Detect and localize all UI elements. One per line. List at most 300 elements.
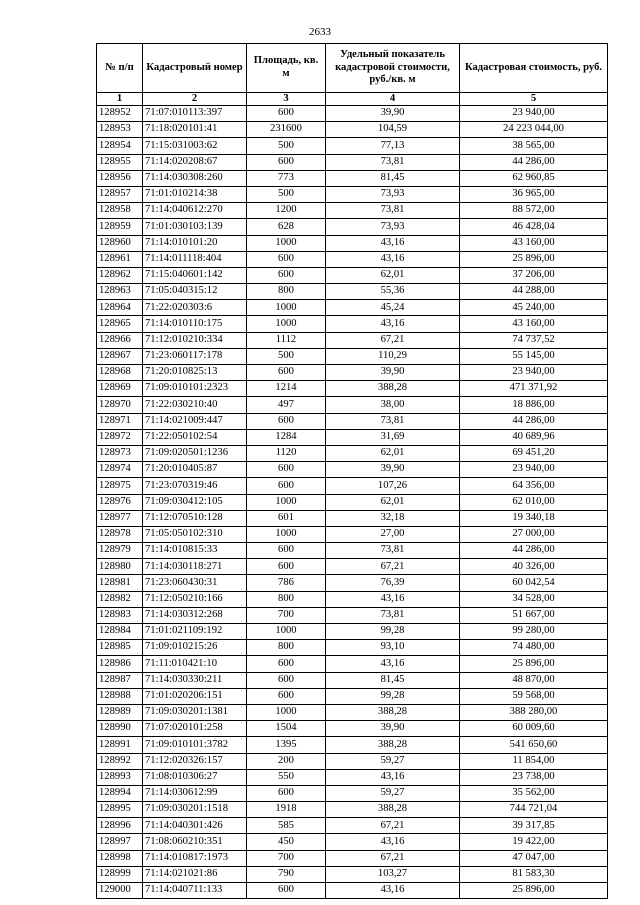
cadastral-number: 71:12:010210:334	[143, 332, 247, 348]
cadastral-number: 71:14:030612:99	[143, 785, 247, 801]
cadastral-number: 71:23:070319:46	[143, 478, 247, 494]
unit-rate-value: 32,18	[326, 510, 460, 526]
area-value: 790	[247, 866, 326, 882]
area-value: 585	[247, 818, 326, 834]
area-value: 600	[247, 462, 326, 478]
area-value: 450	[247, 834, 326, 850]
area-value: 800	[247, 284, 326, 300]
column-index-2: 2	[143, 93, 247, 106]
table-row	[97, 607, 608, 623]
cadastral-value: 388 280,00	[460, 704, 608, 720]
unit-rate-value: 39,90	[326, 106, 460, 122]
area-value: 1200	[247, 203, 326, 219]
row-number: 128956	[97, 170, 143, 186]
cadastral-number: 71:14:040711:133	[143, 883, 247, 899]
unit-rate-value: 73,81	[326, 607, 460, 623]
cadastral-value: 18 886,00	[460, 397, 608, 413]
page-number: 2633	[309, 26, 331, 38]
header-number: № п/п	[97, 44, 143, 93]
area-value: 1120	[247, 445, 326, 461]
unit-rate-value: 76,39	[326, 575, 460, 591]
table-row	[97, 526, 608, 542]
cadastral-value: 44 286,00	[460, 543, 608, 559]
unit-rate-value: 39,90	[326, 721, 460, 737]
unit-rate-value: 39,90	[326, 365, 460, 381]
area-value: 800	[247, 640, 326, 656]
table-row	[97, 138, 608, 154]
cadastral-number: 71:05:040315:12	[143, 284, 247, 300]
row-number: 128990	[97, 721, 143, 737]
table-row	[97, 704, 608, 720]
cadastral-number: 71:14:010817:1973	[143, 850, 247, 866]
row-number: 128967	[97, 348, 143, 364]
cadastral-value: 25 896,00	[460, 883, 608, 899]
unit-rate-value: 73,81	[326, 203, 460, 219]
area-value: 497	[247, 397, 326, 413]
area-value: 700	[247, 850, 326, 866]
unit-rate-value: 81,45	[326, 672, 460, 688]
unit-rate-value: 43,16	[326, 834, 460, 850]
row-number: 128999	[97, 866, 143, 882]
unit-rate-value: 73,93	[326, 186, 460, 202]
unit-rate-value: 73,93	[326, 219, 460, 235]
cadastral-number: 71:14:021009:447	[143, 413, 247, 429]
unit-rate-value: 107,26	[326, 478, 460, 494]
unit-rate-value: 59,27	[326, 785, 460, 801]
cadastral-value: 34 528,00	[460, 591, 608, 607]
cadastral-value: 74 480,00	[460, 640, 608, 656]
header-unit-rate: Удельный показатель кадастровой стоимости, руб./кв. м	[326, 44, 460, 93]
cadastral-number: 71:14:030118:271	[143, 559, 247, 575]
table-row	[97, 316, 608, 332]
cadastral-value: 60 009,60	[460, 721, 608, 737]
row-number: 128971	[97, 413, 143, 429]
unit-rate-value: 55,36	[326, 284, 460, 300]
row-number: 128992	[97, 753, 143, 769]
cadastral-number: 71:20:010405:87	[143, 462, 247, 478]
row-number: 128994	[97, 785, 143, 801]
table-header	[97, 44, 608, 106]
cadastral-number: 71:22:050102:54	[143, 429, 247, 445]
row-number: 128996	[97, 818, 143, 834]
row-number: 128997	[97, 834, 143, 850]
area-value: 600	[247, 688, 326, 704]
area-value: 600	[247, 883, 326, 899]
unit-rate-value: 388,28	[326, 381, 460, 397]
row-number: 128977	[97, 510, 143, 526]
cadastral-value: 23 940,00	[460, 365, 608, 381]
row-number: 128958	[97, 203, 143, 219]
cadastral-number: 71:14:040301:426	[143, 818, 247, 834]
cadastral-value: 43 160,00	[460, 235, 608, 251]
cadastral-number: 71:22:020303:6	[143, 300, 247, 316]
cadastral-value: 38 565,00	[460, 138, 608, 154]
cadastral-number: 71:23:060117:178	[143, 348, 247, 364]
cadastral-number: 71:09:030201:1381	[143, 704, 247, 720]
row-number: 128981	[97, 575, 143, 591]
unit-rate-value: 43,16	[326, 769, 460, 785]
area-value: 1000	[247, 494, 326, 510]
cadastral-value: 19 422,00	[460, 834, 608, 850]
table-row	[97, 753, 608, 769]
row-number: 128995	[97, 802, 143, 818]
unit-rate-value: 73,81	[326, 543, 460, 559]
row-number: 128984	[97, 624, 143, 640]
cadastral-number: 71:09:010101:3782	[143, 737, 247, 753]
cadastral-number: 71:09:010215:26	[143, 640, 247, 656]
cadastral-value: 24 223 044,00	[460, 122, 608, 138]
area-value: 1000	[247, 624, 326, 640]
cadastral-value: 81 583,30	[460, 866, 608, 882]
row-number: 128991	[97, 737, 143, 753]
header-cadastral-value: Кадастровая стоимость, руб.	[460, 44, 608, 93]
unit-rate-value: 77,13	[326, 138, 460, 154]
table-row	[97, 203, 608, 219]
table-row	[97, 769, 608, 785]
row-number: 128989	[97, 704, 143, 720]
cadastral-value: 60 042,54	[460, 575, 608, 591]
cadastral-value: 471 371,92	[460, 381, 608, 397]
table-row	[97, 154, 608, 170]
table-row	[97, 170, 608, 186]
area-value: 1000	[247, 316, 326, 332]
cadastral-number: 71:12:070510:128	[143, 510, 247, 526]
cadastral-value: 40 326,00	[460, 559, 608, 575]
cadastral-value: 11 854,00	[460, 753, 608, 769]
cadastral-number: 71:12:050210:166	[143, 591, 247, 607]
unit-rate-value: 73,81	[326, 154, 460, 170]
cadastral-value: 25 896,00	[460, 656, 608, 672]
table-row	[97, 235, 608, 251]
header-area: Площадь, кв. м	[247, 44, 326, 93]
unit-rate-value: 31,69	[326, 429, 460, 445]
row-number: 128970	[97, 397, 143, 413]
cadastral-number: 71:14:020208:67	[143, 154, 247, 170]
cadastral-value: 62 010,00	[460, 494, 608, 510]
cadastral-value: 48 870,00	[460, 672, 608, 688]
cadastral-value: 69 451,20	[460, 445, 608, 461]
area-value: 601	[247, 510, 326, 526]
table-row	[97, 429, 608, 445]
area-value: 500	[247, 348, 326, 364]
cadastral-value: 36 965,00	[460, 186, 608, 202]
row-number: 128961	[97, 251, 143, 267]
table-row	[97, 802, 608, 818]
row-number: 128972	[97, 429, 143, 445]
area-value: 1112	[247, 332, 326, 348]
unit-rate-value: 39,90	[326, 462, 460, 478]
table-row	[97, 365, 608, 381]
area-value: 1214	[247, 381, 326, 397]
cadastral-value: 37 206,00	[460, 267, 608, 283]
unit-rate-value: 43,16	[326, 251, 460, 267]
unit-rate-value: 67,21	[326, 818, 460, 834]
area-value: 600	[247, 154, 326, 170]
table-row	[97, 656, 608, 672]
unit-rate-value: 388,28	[326, 802, 460, 818]
table-row	[97, 494, 608, 510]
column-index-row	[97, 93, 608, 106]
column-index-5: 5	[460, 93, 608, 106]
table-row	[97, 186, 608, 202]
area-value: 550	[247, 769, 326, 785]
cadastral-number: 71:14:010110:175	[143, 316, 247, 332]
cadastral-number: 71:14:010101:20	[143, 235, 247, 251]
table-row	[97, 883, 608, 899]
table-row	[97, 834, 608, 850]
area-value: 1000	[247, 704, 326, 720]
table-row	[97, 219, 608, 235]
cadastral-value: 23 940,00	[460, 106, 608, 122]
area-value: 600	[247, 656, 326, 672]
area-value: 600	[247, 413, 326, 429]
area-value: 1504	[247, 721, 326, 737]
area-value: 500	[247, 138, 326, 154]
table-row	[97, 462, 608, 478]
cadastral-value: 51 667,00	[460, 607, 608, 623]
unit-rate-value: 67,21	[326, 850, 460, 866]
row-number: 128983	[97, 607, 143, 623]
area-value: 786	[247, 575, 326, 591]
row-number: 128975	[97, 478, 143, 494]
row-number: 128964	[97, 300, 143, 316]
cadastral-number: 71:14:030330:211	[143, 672, 247, 688]
table-row	[97, 332, 608, 348]
cadastral-number: 71:09:010101:2323	[143, 381, 247, 397]
unit-rate-value: 27,00	[326, 526, 460, 542]
area-value: 231600	[247, 122, 326, 138]
cadastral-number: 71:15:031003:62	[143, 138, 247, 154]
table-row	[97, 672, 608, 688]
unit-rate-value: 99,28	[326, 688, 460, 704]
area-value: 773	[247, 170, 326, 186]
row-number: 128985	[97, 640, 143, 656]
cadastral-value: 541 650,60	[460, 737, 608, 753]
cadastral-number: 71:18:020101:41	[143, 122, 247, 138]
cadastral-number: 71:22:030210:40	[143, 397, 247, 413]
table-row	[97, 348, 608, 364]
table-row	[97, 284, 608, 300]
table-row	[97, 640, 608, 656]
area-value: 1918	[247, 802, 326, 818]
row-number: 128987	[97, 672, 143, 688]
cadastral-value: 25 896,00	[460, 251, 608, 267]
table-row	[97, 397, 608, 413]
cadastral-value: 64 356,00	[460, 478, 608, 494]
area-value: 600	[247, 672, 326, 688]
row-number: 129000	[97, 883, 143, 899]
cadastral-number: 71:08:060210:351	[143, 834, 247, 850]
row-number: 128980	[97, 559, 143, 575]
cadastral-value: 19 340,18	[460, 510, 608, 526]
row-number: 128966	[97, 332, 143, 348]
unit-rate-value: 62,01	[326, 267, 460, 283]
area-value: 600	[247, 543, 326, 559]
unit-rate-value: 62,01	[326, 494, 460, 510]
cadastral-value: 74 737,52	[460, 332, 608, 348]
cadastral-value: 40 689,96	[460, 429, 608, 445]
table-row	[97, 575, 608, 591]
table-body	[97, 106, 608, 899]
cadastral-number: 71:09:030201:1518	[143, 802, 247, 818]
unit-rate-value: 45,24	[326, 300, 460, 316]
table-row	[97, 381, 608, 397]
row-number: 128982	[97, 591, 143, 607]
table-row	[97, 818, 608, 834]
cadastral-number: 71:07:020101:258	[143, 721, 247, 737]
area-value: 1000	[247, 235, 326, 251]
area-value: 600	[247, 106, 326, 122]
row-number: 128954	[97, 138, 143, 154]
row-number: 128988	[97, 688, 143, 704]
cadastral-value: 55 145,00	[460, 348, 608, 364]
cadastral-number: 71:14:030312:268	[143, 607, 247, 623]
cadastral-value: 27 000,00	[460, 526, 608, 542]
cadastral-number: 71:07:010113:397	[143, 106, 247, 122]
column-index-3: 3	[247, 93, 326, 106]
unit-rate-value: 62,01	[326, 445, 460, 461]
table-row	[97, 413, 608, 429]
cadastral-number: 71:14:010815:33	[143, 543, 247, 559]
unit-rate-value: 93,10	[326, 640, 460, 656]
unit-rate-value: 388,28	[326, 737, 460, 753]
cadastral-number: 71:11:010421:10	[143, 656, 247, 672]
row-number: 128969	[97, 381, 143, 397]
cadastral-number: 71:12:020326:157	[143, 753, 247, 769]
cadastral-value: 39 317,85	[460, 818, 608, 834]
unit-rate-value: 104,59	[326, 122, 460, 138]
area-value: 600	[247, 365, 326, 381]
cadastral-value: 46 428,04	[460, 219, 608, 235]
cadastral-number: 71:14:021021:86	[143, 866, 247, 882]
unit-rate-value: 110,29	[326, 348, 460, 364]
unit-rate-value: 43,16	[326, 883, 460, 899]
unit-rate-value: 67,21	[326, 559, 460, 575]
cadastral-value: 59 568,00	[460, 688, 608, 704]
row-number: 128993	[97, 769, 143, 785]
table-row	[97, 478, 608, 494]
cadastral-number: 71:20:010825:13	[143, 365, 247, 381]
cadastral-value: 23 940,00	[460, 462, 608, 478]
cadastral-number: 71:01:010214:38	[143, 186, 247, 202]
cadastral-number: 71:14:040612:270	[143, 203, 247, 219]
area-value: 1395	[247, 737, 326, 753]
row-number: 128955	[97, 154, 143, 170]
column-index-1: 1	[97, 93, 143, 106]
row-number: 128979	[97, 543, 143, 559]
column-index-4: 4	[326, 93, 460, 106]
unit-rate-value: 43,16	[326, 316, 460, 332]
table-row	[97, 122, 608, 138]
area-value: 800	[247, 591, 326, 607]
unit-rate-value: 43,16	[326, 235, 460, 251]
area-value: 600	[247, 478, 326, 494]
cadastral-value: 43 160,00	[460, 316, 608, 332]
row-number: 128960	[97, 235, 143, 251]
table-row	[97, 300, 608, 316]
area-value: 600	[247, 559, 326, 575]
table-row	[97, 591, 608, 607]
area-value: 628	[247, 219, 326, 235]
area-value: 1000	[247, 526, 326, 542]
row-number: 128968	[97, 365, 143, 381]
row-number: 128978	[97, 526, 143, 542]
header-cadastral-number: Кадастровый номер	[143, 44, 247, 93]
row-number: 128959	[97, 219, 143, 235]
table-row	[97, 721, 608, 737]
cadastral-number: 71:14:011118:404	[143, 251, 247, 267]
row-number: 128973	[97, 445, 143, 461]
row-number: 128953	[97, 122, 143, 138]
row-number: 128965	[97, 316, 143, 332]
area-value: 500	[247, 186, 326, 202]
table-row	[97, 624, 608, 640]
row-number: 128962	[97, 267, 143, 283]
table-row	[97, 251, 608, 267]
cadastral-number: 71:09:020501:1236	[143, 445, 247, 461]
row-number: 128998	[97, 850, 143, 866]
unit-rate-value: 59,27	[326, 753, 460, 769]
unit-rate-value: 73,81	[326, 413, 460, 429]
cadastral-number: 71:15:040601:142	[143, 267, 247, 283]
area-value: 600	[247, 251, 326, 267]
cadastral-value: 23 738,00	[460, 769, 608, 785]
cadastral-value: 47 047,00	[460, 850, 608, 866]
table-row	[97, 688, 608, 704]
unit-rate-value: 388,28	[326, 704, 460, 720]
row-number: 128974	[97, 462, 143, 478]
area-value: 600	[247, 785, 326, 801]
area-value: 700	[247, 607, 326, 623]
row-number: 128976	[97, 494, 143, 510]
cadastral-number: 71:01:030103:139	[143, 219, 247, 235]
table-row	[97, 106, 608, 122]
area-value: 600	[247, 267, 326, 283]
unit-rate-value: 43,16	[326, 656, 460, 672]
row-number: 128986	[97, 656, 143, 672]
cadastral-number: 71:14:030308:260	[143, 170, 247, 186]
table-row	[97, 785, 608, 801]
area-value: 200	[247, 753, 326, 769]
table-row	[97, 559, 608, 575]
table-row	[97, 866, 608, 882]
area-value: 1000	[247, 300, 326, 316]
cadastral-value: 35 562,00	[460, 785, 608, 801]
table-row	[97, 543, 608, 559]
cadastral-value: 44 286,00	[460, 413, 608, 429]
cadastral-number: 71:01:020206:151	[143, 688, 247, 704]
table-row	[97, 737, 608, 753]
header-row	[97, 44, 608, 93]
row-number: 128963	[97, 284, 143, 300]
unit-rate-value: 43,16	[326, 591, 460, 607]
unit-rate-value: 81,45	[326, 170, 460, 186]
table-row	[97, 850, 608, 866]
row-number: 128952	[97, 106, 143, 122]
cadastral-value: 62 960,85	[460, 170, 608, 186]
cadastral-number: 71:23:060430:31	[143, 575, 247, 591]
row-number: 128957	[97, 186, 143, 202]
cadastral-value: 88 572,00	[460, 203, 608, 219]
unit-rate-value: 103,27	[326, 866, 460, 882]
cadastral-value: 44 288,00	[460, 284, 608, 300]
cadastral-number: 71:01:021109:192	[143, 624, 247, 640]
area-value: 1284	[247, 429, 326, 445]
cadastral-value: 99 280,00	[460, 624, 608, 640]
cadastral-value: 44 286,00	[460, 154, 608, 170]
cadastral-number: 71:08:010306:27	[143, 769, 247, 785]
unit-rate-value: 38,00	[326, 397, 460, 413]
